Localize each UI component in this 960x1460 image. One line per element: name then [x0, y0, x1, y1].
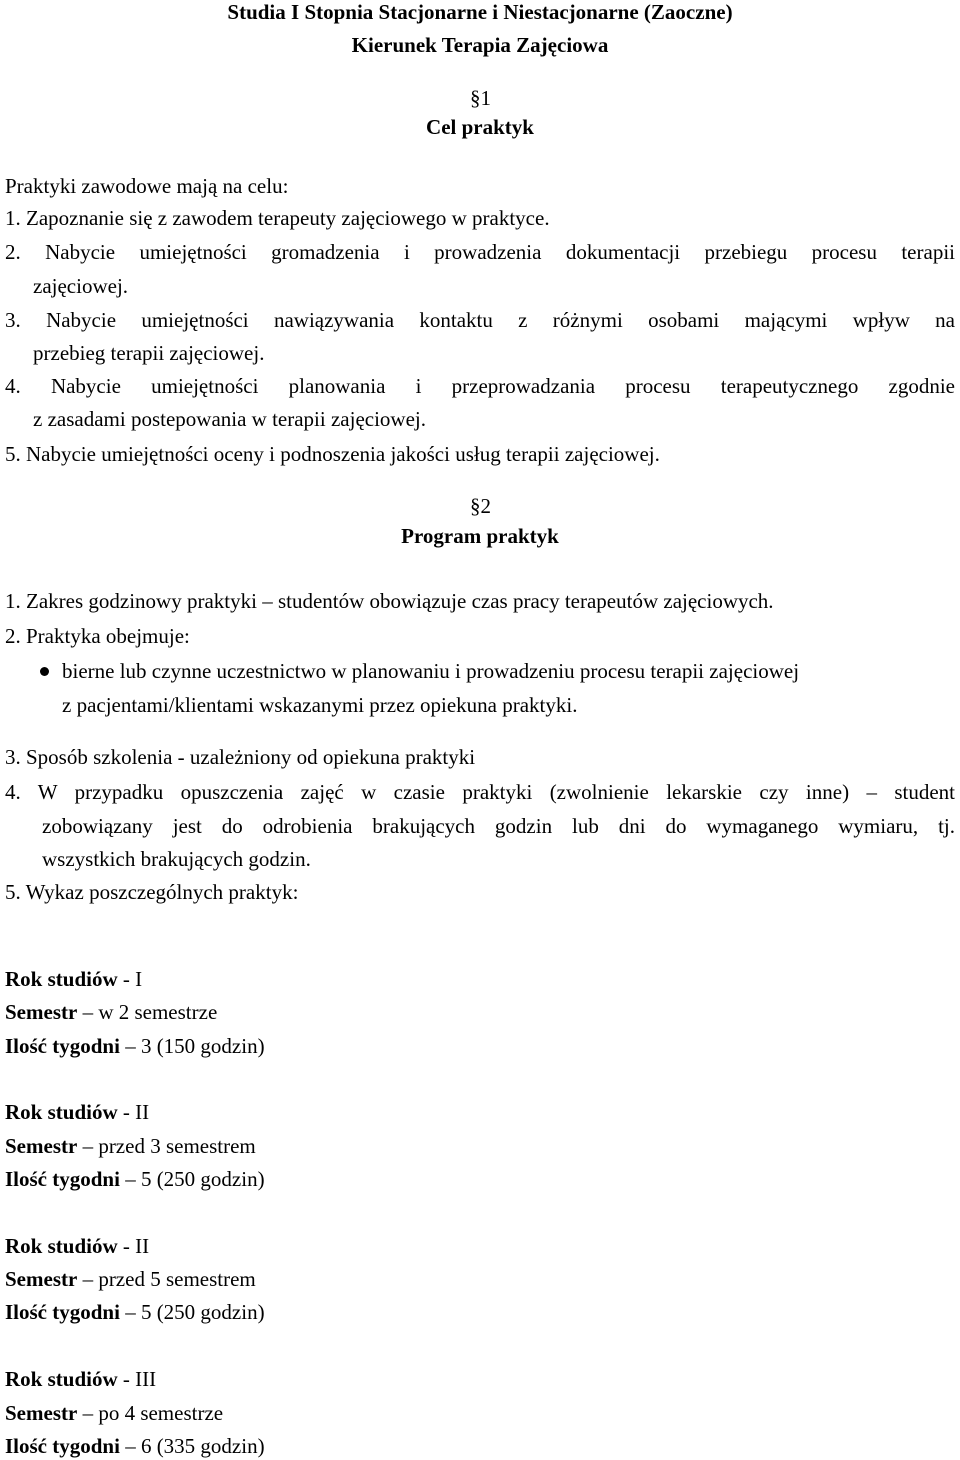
practice-2-semester	[5, 1136, 256, 1157]
practice-year-value: - II	[117, 1234, 150, 1258]
goal-item-2-line-2: zajęciowej.	[33, 274, 129, 298]
program-item-1: 1. Zakres godzinowy praktyki – studentów obowiązuje czas pracy terapeutów zajęciowych.	[5, 589, 774, 613]
practice-weeks-value: – 6 (335 godzin)	[119, 1434, 265, 1458]
goal-item-1: 1. Zapoznanie się z zawodem terapeuty zajęciowego w praktyce.	[5, 206, 550, 230]
program-item-4-line-2: zobowiązany jest do odrobienia brakujących godzin lub dni do wymaganego wymiaru, tj.	[42, 814, 955, 838]
practice-2-weeks	[5, 1169, 265, 1190]
goal-item-3-line-1: 3. Nabycie umiejętności nawiązywania kontaktu z różnymi osobami mającymi wpływ na	[5, 308, 955, 332]
goal-item-4-line-2: z zasadami postepowania w terapii zajęciowej.	[33, 407, 426, 431]
program-item-5: 5. Wykaz poszczególnych praktyk:	[5, 880, 299, 904]
program-bullet-line-1: bierne lub czynne uczestnictwo w planowaniu i prowadzeniu procesu terapii zajęciowej	[62, 659, 800, 683]
practice-year-label: Rok studiów	[5, 1367, 118, 1391]
bullet-icon	[40, 667, 49, 676]
practice-weeks-value: – 5 (250 godzin)	[119, 1300, 265, 1324]
practice-weeks-value: – 3 (150 godzin)	[119, 1034, 265, 1058]
program-item-4-line-1: 4. W przypadku opuszczenia zajęć w czasie praktyki (zwolnienie lekarskie czy inne) – student	[5, 780, 955, 804]
document-title-line-1: Studia I Stopnia Stacjonarne i Niestacjonarne (Zaoczne)	[227, 0, 733, 24]
practice-year-value: - I	[117, 967, 143, 991]
practice-1-year	[5, 969, 142, 990]
practice-semester-value: – przed 5 semestrem	[77, 1267, 256, 1291]
practice-1-semester	[5, 1002, 217, 1023]
practice-weeks-label: Ilość tygodni	[5, 1167, 120, 1191]
section-2-number: §2	[470, 494, 491, 518]
document-title-line-2: Kierunek Terapia Zajęciowa	[351, 33, 609, 57]
practice-year-label: Rok studiów	[5, 1234, 118, 1258]
practice-semester-value: – po 4 semestrze	[77, 1401, 224, 1425]
practice-year-label: Rok studiów	[5, 967, 118, 991]
goal-item-3-line-2: przebieg terapii zajęciowej.	[33, 341, 265, 365]
practice-4-semester	[5, 1403, 223, 1424]
section-1-title: Cel praktyk	[426, 115, 534, 139]
goal-item-5: 5. Nabycie umiejętności oceny i podnoszenia jakości usług terapii zajęciowej.	[5, 442, 660, 466]
program-bullet-line-2: z pacjentami/klientami wskazanymi przez opiekuna praktyki.	[62, 693, 578, 717]
practice-1-weeks	[5, 1036, 265, 1057]
practice-semester-label: Semestr	[5, 1000, 78, 1024]
practice-weeks-label: Ilość tygodni	[5, 1434, 120, 1458]
program-item-2: 2. Praktyka obejmuje:	[5, 624, 190, 648]
practice-4-weeks	[5, 1436, 265, 1457]
practice-semester-label: Semestr	[5, 1267, 78, 1291]
practice-semester-value: – przed 3 semestrem	[77, 1134, 256, 1158]
program-item-3: 3. Sposób szkolenia - uzależniony od opiekuna praktyki	[5, 745, 476, 769]
goal-item-2-line-1: 2. Nabycie umiejętności gromadzenia i prowadzenia dokumentacji przebiegu procesu terapii	[5, 240, 955, 264]
practice-year-value: - II	[117, 1100, 150, 1124]
section-1-intro: Praktyki zawodowe mają na celu:	[5, 174, 289, 198]
section-1-number: §1	[470, 86, 491, 110]
practice-semester-label: Semestr	[5, 1401, 78, 1425]
goal-item-4-line-1: 4. Nabycie umiejętności planowania i przeprowadzania procesu terapeutycznego zgodnie	[5, 374, 955, 398]
section-2-title: Program praktyk	[401, 524, 559, 548]
program-item-4-line-3: wszystkich brakujących godzin.	[42, 847, 311, 871]
practice-3-semester	[5, 1269, 256, 1290]
practice-3-weeks	[5, 1302, 265, 1323]
practice-year-value: - III	[117, 1367, 157, 1391]
practice-3-year	[5, 1236, 149, 1257]
practice-weeks-label: Ilość tygodni	[5, 1034, 120, 1058]
practice-semester-value: – w 2 semestrze	[77, 1000, 218, 1024]
practice-year-label: Rok studiów	[5, 1100, 118, 1124]
practice-weeks-value: – 5 (250 godzin)	[119, 1167, 265, 1191]
practice-semester-label: Semestr	[5, 1134, 78, 1158]
practice-4-year	[5, 1369, 156, 1390]
practice-2-year	[5, 1102, 149, 1123]
practice-weeks-label: Ilość tygodni	[5, 1300, 120, 1324]
